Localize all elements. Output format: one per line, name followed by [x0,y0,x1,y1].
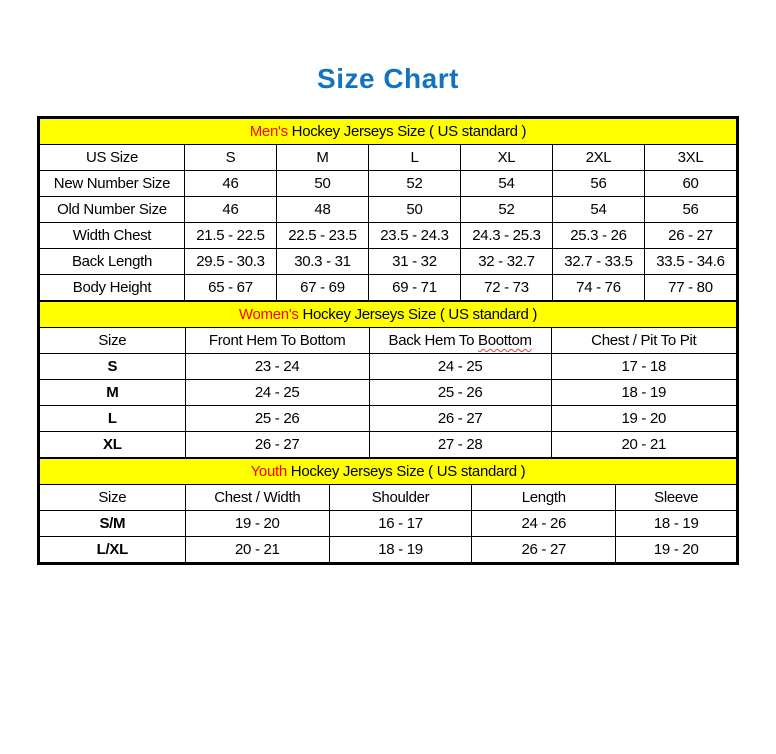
column-header [369,328,551,354]
section-title-accent: Men's [249,123,288,140]
column-header: Front Hem To Bottom [185,328,369,354]
column-header-row [40,145,737,171]
size-value: 65 - 67 [184,275,276,301]
section-title-row [40,302,737,328]
column-header: US Size [40,145,185,171]
size-value: 50 [276,171,368,197]
section-title-accent: Women's [238,306,299,323]
section-title-text: Hockey Jerseys Size ( US standard ) [290,463,526,480]
column-header: 2XL [552,145,644,171]
section-title-accent: Youth [250,463,287,480]
section-table-youth [39,458,737,563]
row-label: Body Height [40,275,185,301]
row-label: New Number Size [40,171,185,197]
size-value: 69 - 71 [368,275,460,301]
size-value: 24 - 25 [185,380,369,406]
size-value: 67 - 69 [276,275,368,301]
table-row [40,275,737,301]
section-title-youth [40,459,737,485]
row-label: Back Length [40,249,185,275]
size-value: 18 - 19 [329,537,471,563]
column-header: Length [472,485,616,511]
column-header: S [184,145,276,171]
row-label: S [40,354,186,380]
size-value: 18 - 19 [616,511,737,537]
size-value: 46 [184,197,276,223]
table-row [40,249,737,275]
size-value: 25.3 - 26 [552,223,644,249]
size-chart [37,116,739,565]
size-value: 56 [644,197,736,223]
size-value: 19 - 20 [185,511,329,537]
size-value: 23.5 - 24.3 [368,223,460,249]
table-row [40,197,737,223]
size-value: 25 - 26 [185,406,369,432]
table-row [40,171,737,197]
table-row [40,380,737,406]
size-value: 26 - 27 [369,406,551,432]
size-chart-page [0,62,776,565]
column-header: Shoulder [329,485,471,511]
column-header: 3XL [644,145,736,171]
size-value: 52 [460,197,552,223]
size-value: 16 - 17 [329,511,471,537]
size-value: 20 - 21 [551,432,736,458]
table-row [40,511,737,537]
size-value: 24.3 - 25.3 [460,223,552,249]
size-value: 46 [184,171,276,197]
row-label: Width Chest [40,223,185,249]
column-header-row [40,328,737,354]
size-value: 24 - 26 [472,511,616,537]
size-value: 24 - 25 [369,354,551,380]
row-label: M [40,380,186,406]
column-header-text: Back Hem To [388,332,478,349]
size-value: 54 [552,197,644,223]
column-header: Sleeve [616,485,737,511]
size-value: 19 - 20 [616,537,737,563]
size-value: 26 - 27 [472,537,616,563]
size-value: 48 [276,197,368,223]
size-value: 26 - 27 [185,432,369,458]
table-row [40,406,737,432]
size-value: 18 - 19 [551,380,736,406]
size-value: 20 - 21 [185,537,329,563]
column-header: XL [460,145,552,171]
row-label: L/XL [40,537,186,563]
size-value: 17 - 18 [551,354,736,380]
section-title-row [40,459,737,485]
row-label: S/M [40,511,186,537]
row-label: XL [40,432,186,458]
size-value: 77 - 80 [644,275,736,301]
section-title-text: Hockey Jerseys Size ( US standard ) [291,123,527,140]
size-value: 32.7 - 33.5 [552,249,644,275]
section-title-row [40,119,737,145]
size-value: 56 [552,171,644,197]
size-value: 19 - 20 [551,406,736,432]
size-value: 60 [644,171,736,197]
size-value: 25 - 26 [369,380,551,406]
size-value: 74 - 76 [552,275,644,301]
table-row [40,432,737,458]
size-value: 31 - 32 [368,249,460,275]
section-title-women [40,302,737,328]
size-value: 50 [368,197,460,223]
row-label: Old Number Size [40,197,185,223]
size-value: 33.5 - 34.6 [644,249,736,275]
size-value: 23 - 24 [185,354,369,380]
row-label: L [40,406,186,432]
table-row [40,223,737,249]
misspelled-word: Boottom [477,332,532,349]
section-table-women [39,301,737,458]
size-value: 29.5 - 30.3 [184,249,276,275]
section-title-text: Hockey Jerseys Size ( US standard ) [302,306,538,323]
page-title: Size Chart [317,63,459,94]
size-value: 27 - 28 [369,432,551,458]
size-value: 52 [368,171,460,197]
section-title-men [40,119,737,145]
column-header: L [368,145,460,171]
size-value: 22.5 - 23.5 [276,223,368,249]
size-value: 72 - 73 [460,275,552,301]
column-header-row [40,485,737,511]
size-value: 26 - 27 [644,223,736,249]
table-row [40,537,737,563]
size-value: 32 - 32.7 [460,249,552,275]
size-value: 21.5 - 22.5 [184,223,276,249]
size-value: 54 [460,171,552,197]
table-row [40,354,737,380]
size-value: 30.3 - 31 [276,249,368,275]
section-table-men [39,118,737,301]
column-header: Size [40,328,186,354]
column-header: M [276,145,368,171]
column-header: Size [40,485,186,511]
column-header: Chest / Width [185,485,329,511]
column-header: Chest / Pit To Pit [551,328,736,354]
